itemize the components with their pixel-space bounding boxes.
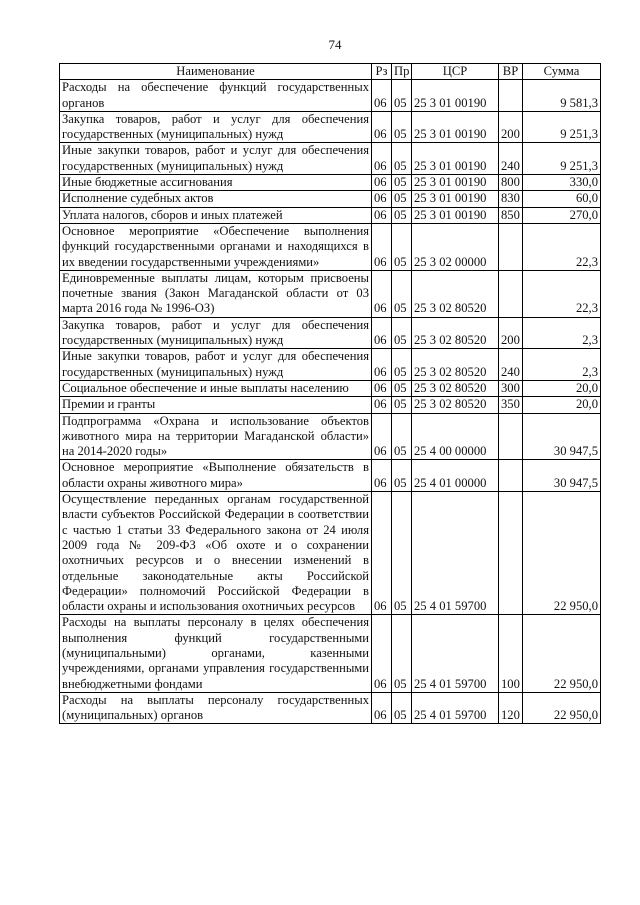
table-row (60, 349, 601, 381)
row-vr (499, 270, 523, 317)
row-sum: 22,3 (523, 270, 601, 317)
row-sum: 20,0 (523, 397, 601, 413)
row-name: Закупка товаров, работ и услуг для обеспечения государственных (муниципальных) нужд (60, 111, 372, 143)
row-sum: 270,0 (523, 207, 601, 223)
row-vr: 830 (499, 191, 523, 207)
table-header-row (60, 64, 601, 80)
row-pr: 05 (392, 413, 412, 460)
row-rz: 06 (372, 397, 392, 413)
table-row (60, 191, 601, 207)
row-vr: 200 (499, 111, 523, 143)
row-sum: 330,0 (523, 175, 601, 191)
row-csr: 25 3 02 80520 (412, 270, 499, 317)
row-rz: 06 (372, 492, 392, 615)
table-row (60, 317, 601, 349)
row-pr: 05 (392, 692, 412, 724)
row-csr: 25 4 01 59700 (412, 492, 499, 615)
row-name: Уплата налогов, сборов и иных платежей (60, 207, 372, 223)
row-pr: 05 (392, 143, 412, 175)
row-pr: 05 (392, 317, 412, 349)
row-sum: 2,3 (523, 317, 601, 349)
row-sum: 60,0 (523, 191, 601, 207)
row-sum: 2,3 (523, 349, 601, 381)
row-name: Премии и гранты (60, 397, 372, 413)
row-name: Расходы на выплаты персоналу государственных (муниципальных) органов (60, 692, 372, 724)
row-rz: 06 (372, 80, 392, 112)
table-row (60, 615, 601, 692)
table-row (60, 460, 601, 492)
row-rz: 06 (372, 175, 392, 191)
row-vr (499, 413, 523, 460)
row-rz: 06 (372, 380, 392, 396)
row-sum: 9 581,3 (523, 80, 601, 112)
row-name: Расходы на выплаты персоналу в целях обеспечения выполнения функций государственными (муниципальными) органами, казенными учреждениями, органами управления государственными внебюджетными фондами (60, 615, 372, 692)
row-vr (499, 80, 523, 112)
row-csr: 25 3 02 80520 (412, 397, 499, 413)
row-csr: 25 4 00 00000 (412, 413, 499, 460)
table-row (60, 80, 601, 112)
row-sum: 9 251,3 (523, 143, 601, 175)
row-name: Исполнение судебных актов (60, 191, 372, 207)
row-vr: 200 (499, 317, 523, 349)
row-rz: 06 (372, 270, 392, 317)
row-sum: 20,0 (523, 380, 601, 396)
row-sum: 22,3 (523, 223, 601, 270)
row-csr: 25 3 01 00190 (412, 80, 499, 112)
header-rz: Рз (372, 64, 392, 80)
table-row (60, 270, 601, 317)
row-pr: 05 (392, 380, 412, 396)
row-rz: 06 (372, 349, 392, 381)
header-pr: Пр (392, 64, 412, 80)
row-name: Осуществление переданных органам государственной власти субъектов Российской Федерации в соответствии с частью 1 статьи 33 Федерального закона от 24 июля 2009 года № 209-ФЗ «Об охоте и о сохранении охотничьих ресурсов и о внесении изменений в отдельные законодательные акты Российской Федерации» полномочий Российской Федерации в области охраны и использования охотничьих ресурсов (60, 492, 372, 615)
row-pr: 05 (392, 111, 412, 143)
row-pr: 05 (392, 492, 412, 615)
table-row (60, 492, 601, 615)
row-name: Основное мероприятие «Обеспечение выполнения функций государственными органами и находящихся в их введении государственными учреждениями» (60, 223, 372, 270)
row-sum: 22 950,0 (523, 615, 601, 692)
row-vr: 120 (499, 692, 523, 724)
row-sum: 22 950,0 (523, 492, 601, 615)
row-csr: 25 3 01 00190 (412, 207, 499, 223)
table-row (60, 692, 601, 724)
row-csr: 25 3 01 00190 (412, 111, 499, 143)
row-name: Социальное обеспечение и иные выплаты населению (60, 380, 372, 396)
header-name: Наименование (60, 64, 372, 80)
row-pr: 05 (392, 80, 412, 112)
row-rz: 06 (372, 191, 392, 207)
row-rz: 06 (372, 207, 392, 223)
header-csr: ЦСР (412, 64, 499, 80)
table-row (60, 397, 601, 413)
table-row (60, 207, 601, 223)
row-csr: 25 3 02 80520 (412, 349, 499, 381)
row-pr: 05 (392, 460, 412, 492)
row-pr: 05 (392, 615, 412, 692)
row-vr: 300 (499, 380, 523, 396)
row-pr: 05 (392, 175, 412, 191)
row-rz: 06 (372, 615, 392, 692)
row-name: Иные бюджетные ассигнования (60, 175, 372, 191)
row-sum: 30 947,5 (523, 460, 601, 492)
row-csr: 25 4 01 59700 (412, 615, 499, 692)
row-csr: 25 3 01 00190 (412, 175, 499, 191)
row-csr: 25 3 01 00190 (412, 143, 499, 175)
table-row (60, 223, 601, 270)
row-csr: 25 3 01 00190 (412, 191, 499, 207)
row-name: Расходы на обеспечение функций государственных органов (60, 80, 372, 112)
row-name: Закупка товаров, работ и услуг для обеспечения государственных (муниципальных) нужд (60, 317, 372, 349)
row-csr: 25 3 02 00000 (412, 223, 499, 270)
row-rz: 06 (372, 692, 392, 724)
page-number: 74 (328, 37, 342, 52)
row-pr: 05 (392, 207, 412, 223)
row-vr: 350 (499, 397, 523, 413)
table-row (60, 380, 601, 396)
row-vr: 800 (499, 175, 523, 191)
row-name: Иные закупки товаров, работ и услуг для обеспечения государственных (муниципальных) нужд (60, 143, 372, 175)
row-csr: 25 4 01 59700 (412, 692, 499, 724)
table-row (60, 111, 601, 143)
row-sum: 30 947,5 (523, 413, 601, 460)
row-csr: 25 4 01 00000 (412, 460, 499, 492)
table-row (60, 175, 601, 191)
table-row (60, 413, 601, 460)
row-pr: 05 (392, 397, 412, 413)
row-vr: 240 (499, 143, 523, 175)
row-vr: 240 (499, 349, 523, 381)
row-pr: 05 (392, 223, 412, 270)
row-name: Единовременные выплаты лицам, которым присвоены почетные звания (Закон Магаданской области от 03 марта 2016 года № 1996-ОЗ) (60, 270, 372, 317)
row-vr (499, 460, 523, 492)
row-vr (499, 223, 523, 270)
row-name: Иные закупки товаров, работ и услуг для обеспечения государственных (муниципальных) нужд (60, 349, 372, 381)
header-vr: ВР (499, 64, 523, 80)
row-vr: 850 (499, 207, 523, 223)
row-rz: 06 (372, 223, 392, 270)
table-row (60, 143, 601, 175)
row-pr: 05 (392, 349, 412, 381)
row-rz: 06 (372, 111, 392, 143)
row-csr: 25 3 02 80520 (412, 380, 499, 396)
row-name: Подпрограмма «Охрана и использование объектов животного мира на территории Магаданской области» на 2014-2020 годы» (60, 413, 372, 460)
row-name: Основное мероприятие «Выполнение обязательств в области охраны животного мира» (60, 460, 372, 492)
budget-table (59, 63, 601, 724)
row-pr: 05 (392, 191, 412, 207)
row-sum: 22 950,0 (523, 692, 601, 724)
row-rz: 06 (372, 317, 392, 349)
row-vr: 100 (499, 615, 523, 692)
row-csr: 25 3 02 80520 (412, 317, 499, 349)
row-vr (499, 492, 523, 615)
row-rz: 06 (372, 143, 392, 175)
header-sum: Сумма (523, 64, 601, 80)
row-pr: 05 (392, 270, 412, 317)
row-rz: 06 (372, 413, 392, 460)
row-sum: 9 251,3 (523, 111, 601, 143)
row-rz: 06 (372, 460, 392, 492)
